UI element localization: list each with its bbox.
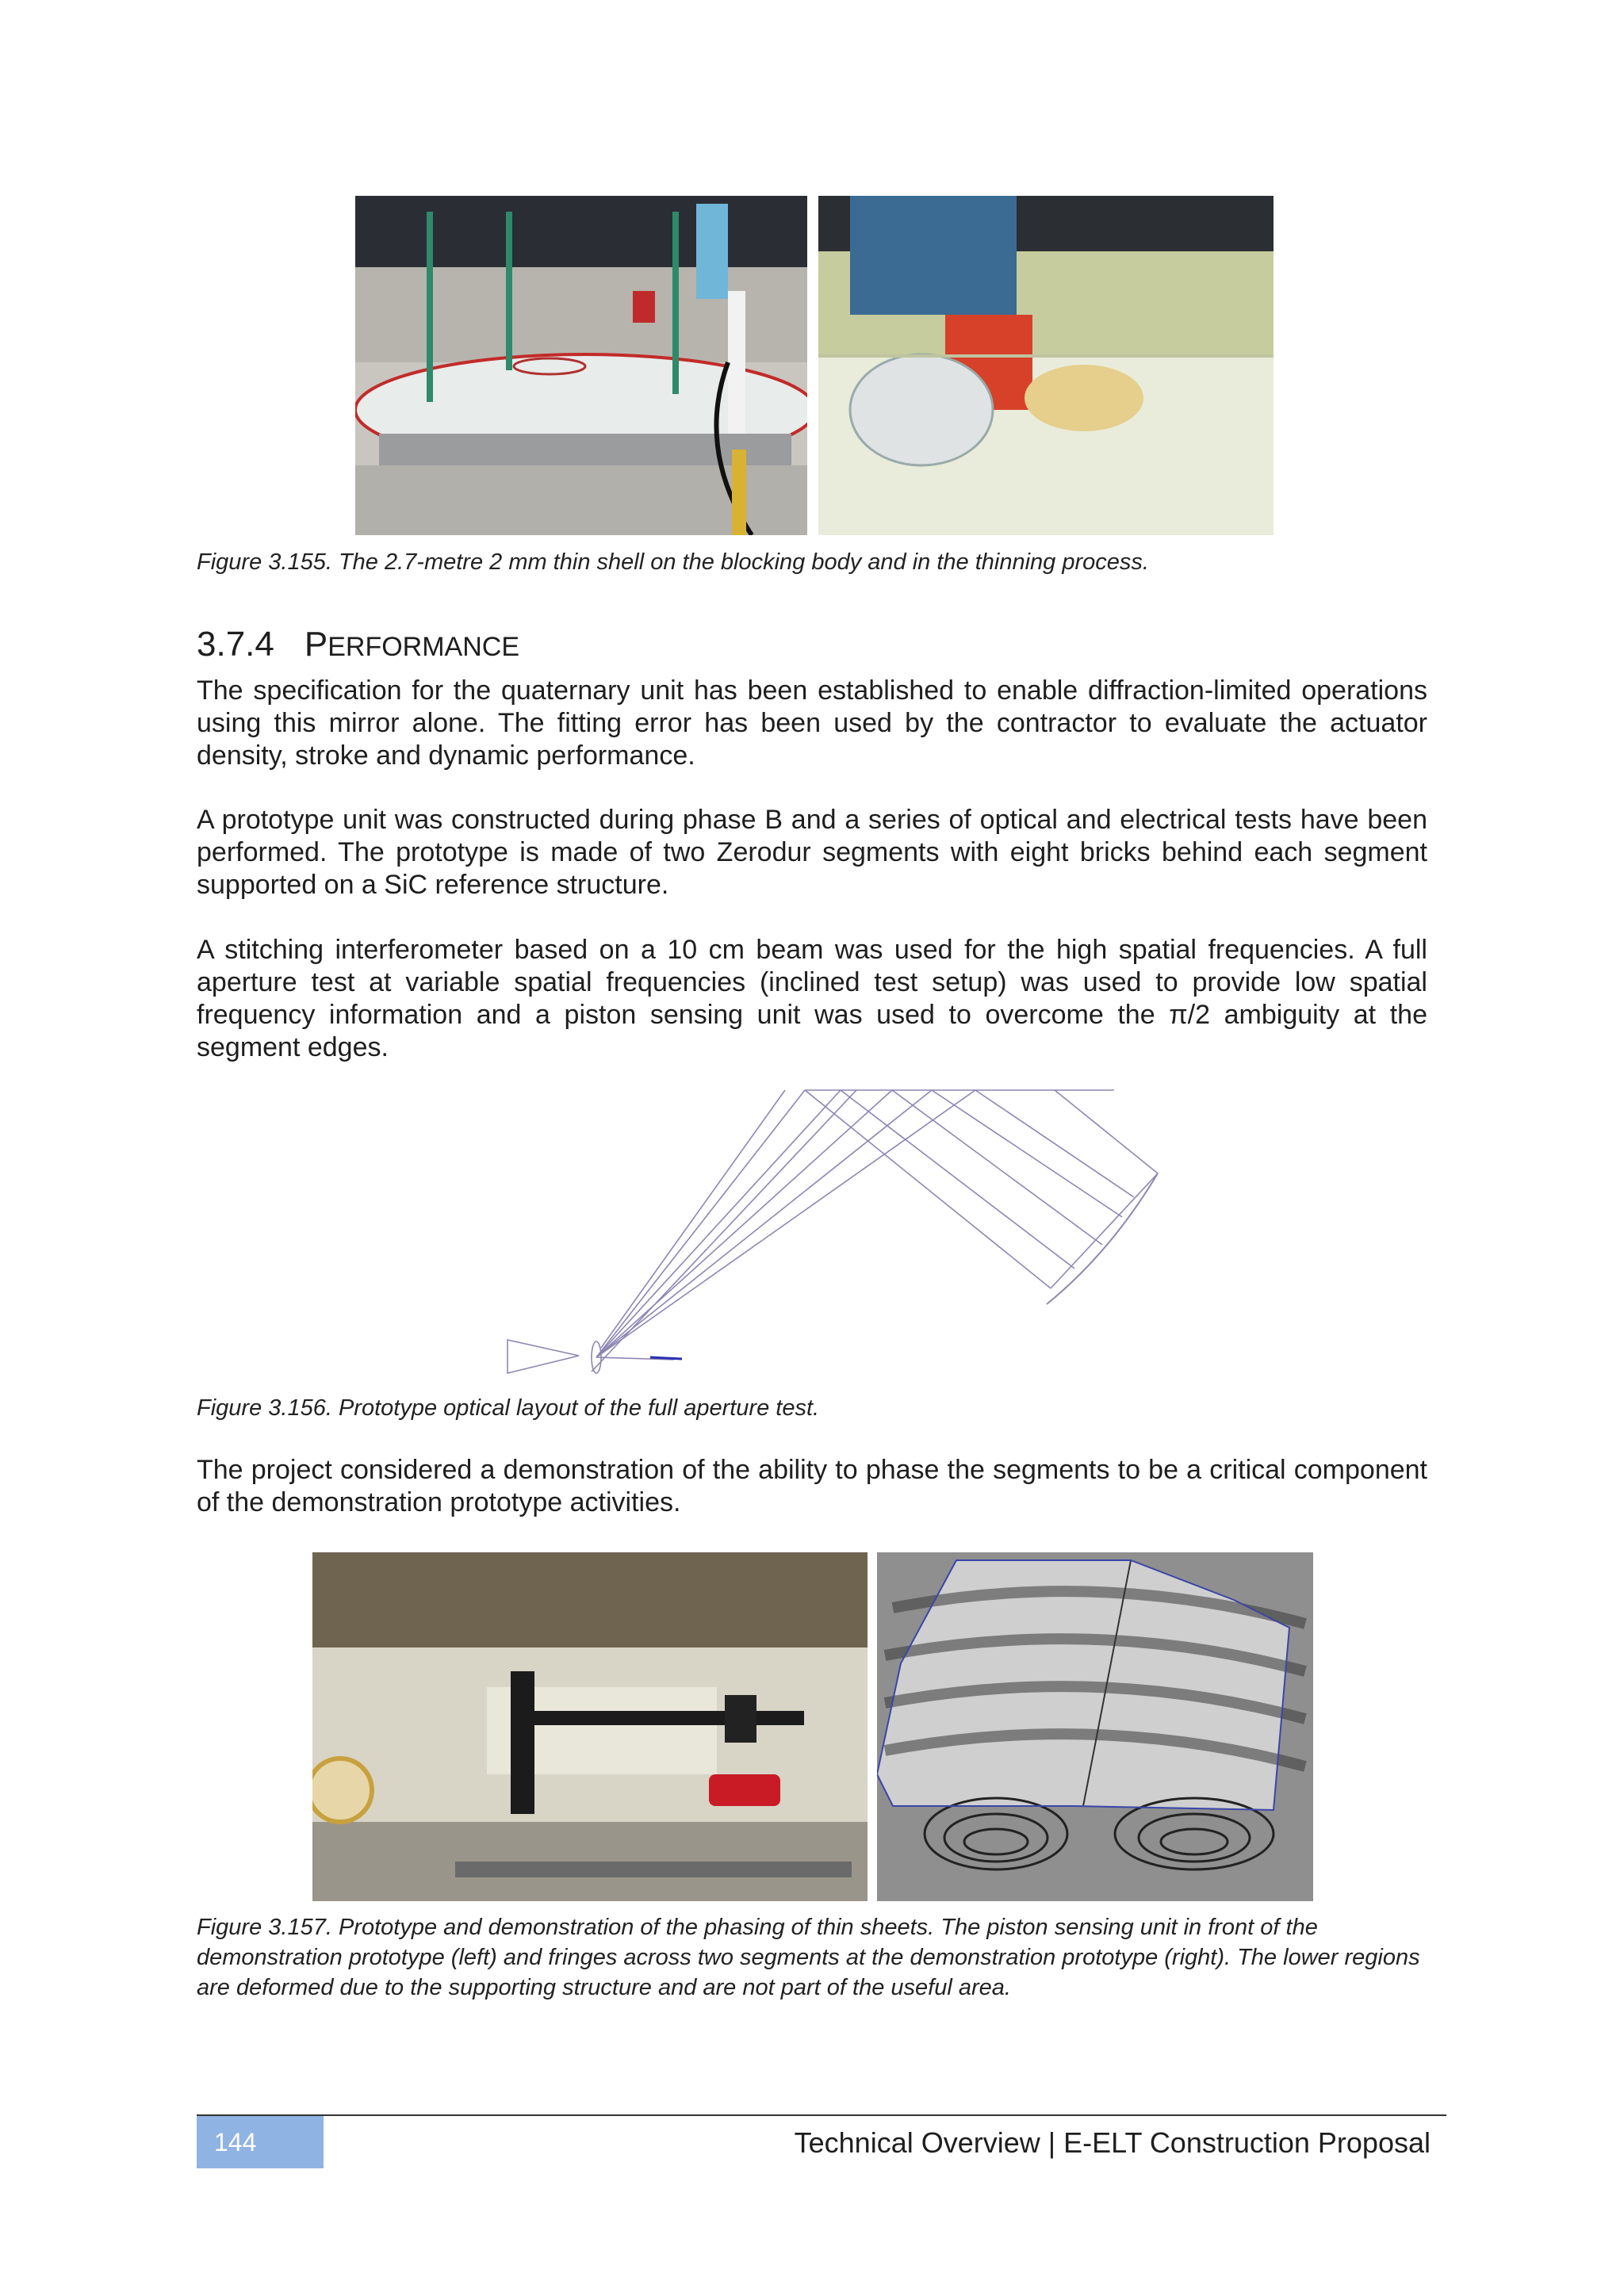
section-number: 3.7.4 — [197, 625, 274, 664]
section-heading — [197, 623, 519, 668]
paragraph: The specification for the quaternary unit has been established to enable diffraction-limited operations using this mirror alone. The fitting error has been used by the contractor to evaluate the actuator density, stroke and dynamic performance. — [197, 675, 1427, 771]
interference-fringes-photo — [877, 1552, 1313, 1901]
paragraph: A stitching interferometer based on a 10 cm beam was used for the high spatial frequencies. A full aperture test at variable spatial frequencies (inclined test setup) was used to provide low spatial frequency information and a piston sensing unit was used to overcome the π/2 ambiguity at the segment edges. — [197, 935, 1427, 1062]
thin-shell-blocking-photo — [355, 196, 807, 535]
thinning-process-photo — [818, 196, 1274, 535]
piston-sensing-unit-photo — [312, 1552, 868, 1901]
paragraph: The project considered a demonstration of the ability to phase the segments to be a critical component of the demonstration prototype activities. — [197, 1455, 1427, 1517]
optical-layout-svg — [492, 1078, 1174, 1380]
optical-layout-diagram — [492, 1078, 1174, 1380]
figure-caption: Figure 3.157. Prototype and demonstration of the phasing of thin sheets. The piston sensing unit in front of the demonstration prototype (left) and fringes across two segments at the demonstration prototype (right). The lower regions are deformed due to the supporting structure and are not part of the useful area. — [197, 1915, 1420, 2000]
paragraph: A prototype unit was constructed during phase B and a series of optical and electrical tests have been performed. The prototype is made of two Zerodur segments with eight bricks behind each segment supported on a SiC reference structure. — [197, 805, 1427, 900]
section-title-initial: P — [304, 625, 328, 664]
footer-divider — [197, 2114, 1446, 2116]
figure-caption: Figure 3.156. Prototype optical layout of the full aperture test. — [197, 1395, 820, 1421]
section-title-rest: ERFORMANCE — [327, 632, 520, 662]
page-number: 144 — [197, 2116, 324, 2168]
figure-caption: Figure 3.155. The 2.7-metre 2 mm thin shell on the blocking body and in the thinning process. — [197, 549, 1149, 575]
footer-title: Technical Overview | E-ELT Construction Proposal — [794, 2126, 1431, 2159]
